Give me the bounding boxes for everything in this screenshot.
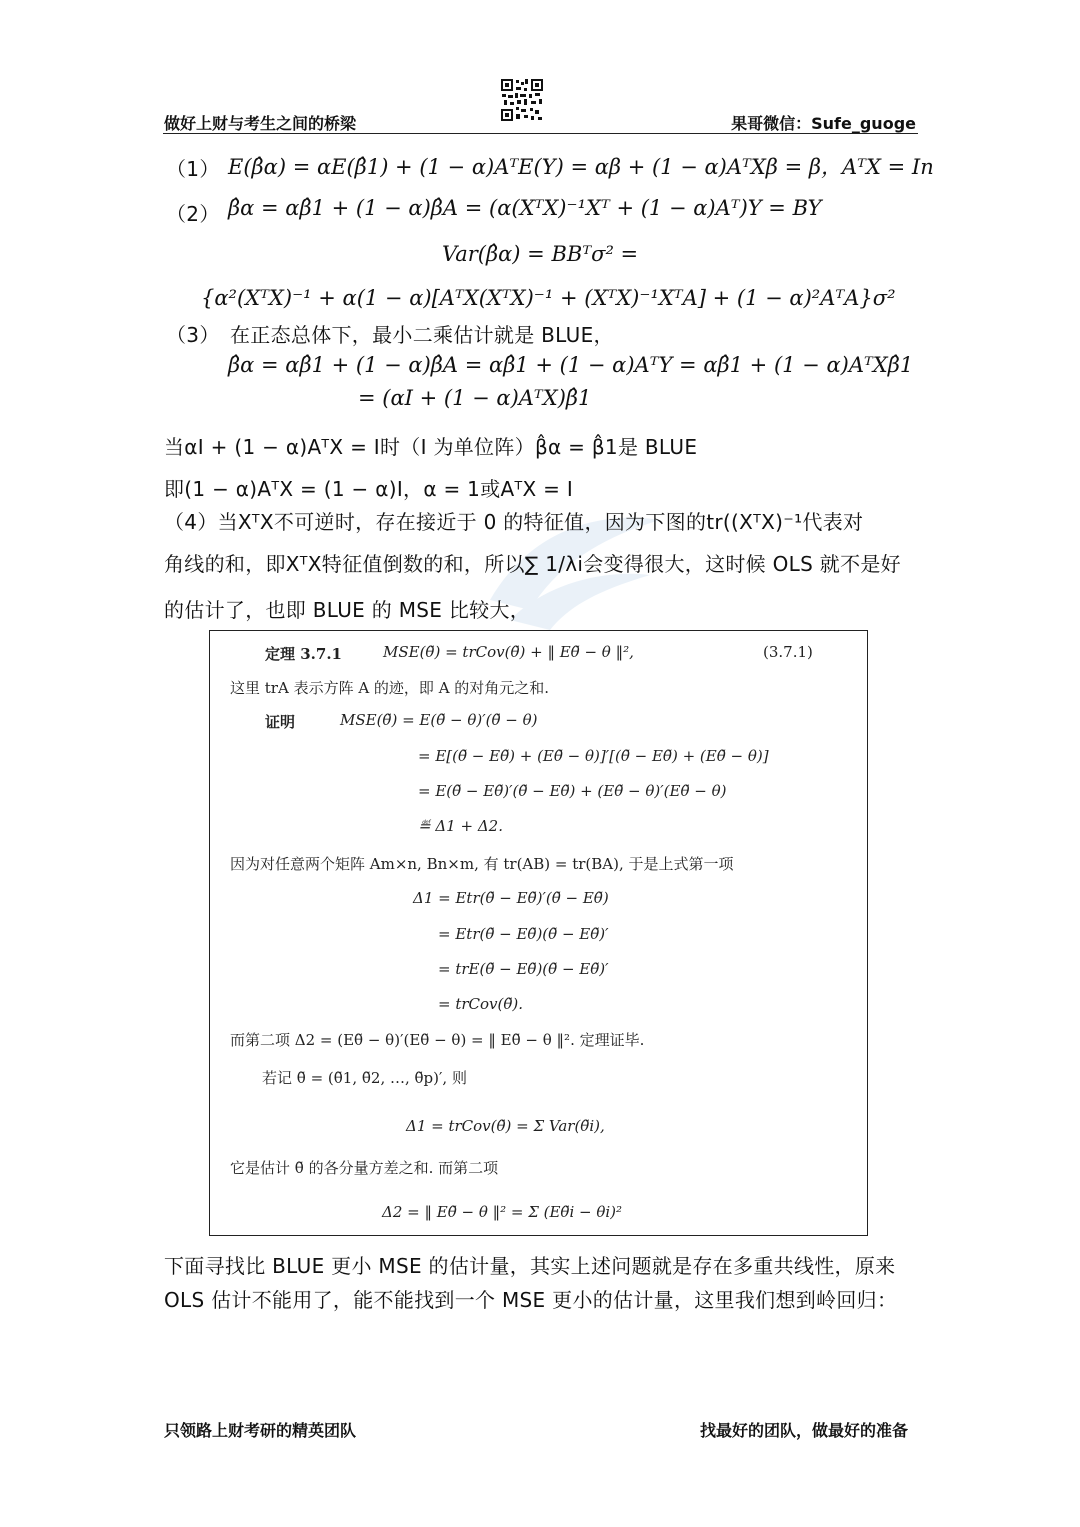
item-4-text-line-1: （4）当XᵀX不可逆时，存在接近于 0 的特征值，因为下图的tr((XᵀX)⁻¹代表对: [164, 510, 864, 534]
component-notation: 若记 θ̃ = (θ̃1, θ̃2, …, θ̃p)′, 则: [262, 1069, 467, 1087]
delta1-step-3: = trE(θ̃ − Eθ̃)(θ̃ − Eθ̃)′: [438, 960, 609, 978]
delta2-statement: 而第二项 Δ2 = (Eθ̃ − θ)′(Eθ̃ − θ) = ‖ Eθ̃ − θ ‖². 定理证毕.: [230, 1031, 645, 1049]
item-2-label: （2）: [166, 202, 220, 226]
proof-trace-lemma: 因为对任意两个矩阵 Am×n, Bn×m, 有 tr(AB) = tr(BA), 于是上式第一项: [230, 855, 734, 873]
proof-label: 证明: [265, 713, 296, 731]
estimator-equation: β̂α = αβ̂1 + (1 − α)β̂A = αβ̂1 + (1 − α)AᵀY = αβ̂1 + (1 − α)AᵀXβ̂1: [228, 353, 914, 377]
theorem-figure: [209, 630, 868, 1236]
blue-condition-text: 当αI + (1 − α)AᵀX = I时（I 为单位阵）β̂α = β̂1是 BLUE: [164, 435, 698, 459]
delta1-step-4: = trCov(θ̃).: [438, 995, 524, 1013]
variance-sum-note: 它是估计 θ̃ 的各分量方差之和. 而第二项: [230, 1159, 499, 1177]
theorem-trace-note: 这里 trA 表示方阵 A 的迹，即 A 的对角元之和.: [230, 679, 550, 697]
header-left-text: 做好上财与考生之间的桥梁: [164, 114, 357, 133]
variance-equation: Var(β̂α) = BBᵀσ² =: [442, 242, 639, 266]
item-1-label: （1）: [166, 157, 220, 181]
estimator-equation-continued: = (αI + (1 − α)AᵀX)β̂1: [358, 386, 592, 410]
item-1-equation: E(β̂α) = αE(β̂1) + (1 − α)AᵀE(Y) = αβ + (1 − α)AᵀXβ = β，AᵀX = In: [228, 155, 934, 179]
proof-step-1: MSE(θ̃) = E(θ̃ − θ)′(θ̃ − θ): [340, 711, 538, 729]
conclusion-text-line-1: 下面寻找比 BLUE 更小 MSE 的估计量，其实上述问题就是存在多重共线性，原来: [164, 1254, 896, 1278]
proof-step-4: ≝ Δ1 + Δ2.: [418, 817, 503, 835]
item-4-text-line-2: 角线的和，即XᵀX特征值倒数的和，所以∑ 1/λi会变得很大，这时候 OLS 就不是好: [164, 552, 901, 576]
footer-right-text: 找最好的团队，做最好的准备: [699, 1421, 908, 1440]
header-right-text: 果哥微信：Sufe_guoge: [731, 114, 916, 133]
delta2-sum: Δ2 = ‖ Eθ̃ − θ ‖² = Σ (Eθ̃i − θi)²: [382, 1203, 623, 1221]
variance-expansion: {α²(XᵀX)⁻¹ + α(1 − α)[AᵀX(XᵀX)⁻¹ + (XᵀX)⁻¹XᵀA] + (1 − α)²AᵀA}σ²: [201, 286, 896, 310]
header-divider: [163, 133, 918, 134]
proof-step-3: = E(θ̃ − Eθ̃)′(θ̃ − Eθ̃) + (Eθ̃ − θ)′(Eθ̃ − θ): [418, 782, 727, 800]
item-4-text-line-3: 的估计了，也即 BLUE 的 MSE 比较大，: [164, 598, 531, 622]
theorem-eq-number: (3.7.1): [763, 643, 813, 661]
delta1-sum: Δ1 = trCov(θ̃) = Σ Var(θ̃i),: [406, 1117, 605, 1135]
delta1-step-1: Δ1 = Etr(θ̃ − Eθ̃)′(θ̃ − Eθ̃): [413, 889, 609, 907]
footer-left-text: 只领路上财考研的精英团队: [164, 1421, 357, 1440]
item-3-label: （3）: [166, 323, 220, 347]
item-3-text: 在正态总体下，最小二乘估计就是 BLUE，: [230, 323, 614, 347]
theorem-title: 定理 3.7.1: [265, 645, 342, 663]
qr-code-icon: [500, 78, 544, 122]
delta1-step-2: = Etr(θ̃ − Eθ̃)(θ̃ − Eθ̃)′: [438, 925, 609, 943]
blue-condition-result: 即(1 − α)AᵀX = (1 − α)I，α = 1或AᵀX = I: [164, 477, 574, 501]
theorem-formula: MSE(θ̃) = trCov(θ̃) + ‖ Eθ̃ − θ ‖²,: [383, 643, 634, 661]
conclusion-text-line-2: OLS 估计不能用了，能不能找到一个 MSE 更小的估计量，这里我们想到岭回归：: [164, 1288, 898, 1312]
item-2-equation: β̂α = αβ̂1 + (1 − α)β̂A = (α(XᵀX)⁻¹Xᵀ + (1 − α)Aᵀ)Y = BY: [228, 196, 822, 220]
proof-step-2: = E[(θ̃ − Eθ̃) + (Eθ̃ − θ)]′[(θ̃ − Eθ̃) + (Eθ̃ − θ)]: [418, 747, 769, 765]
